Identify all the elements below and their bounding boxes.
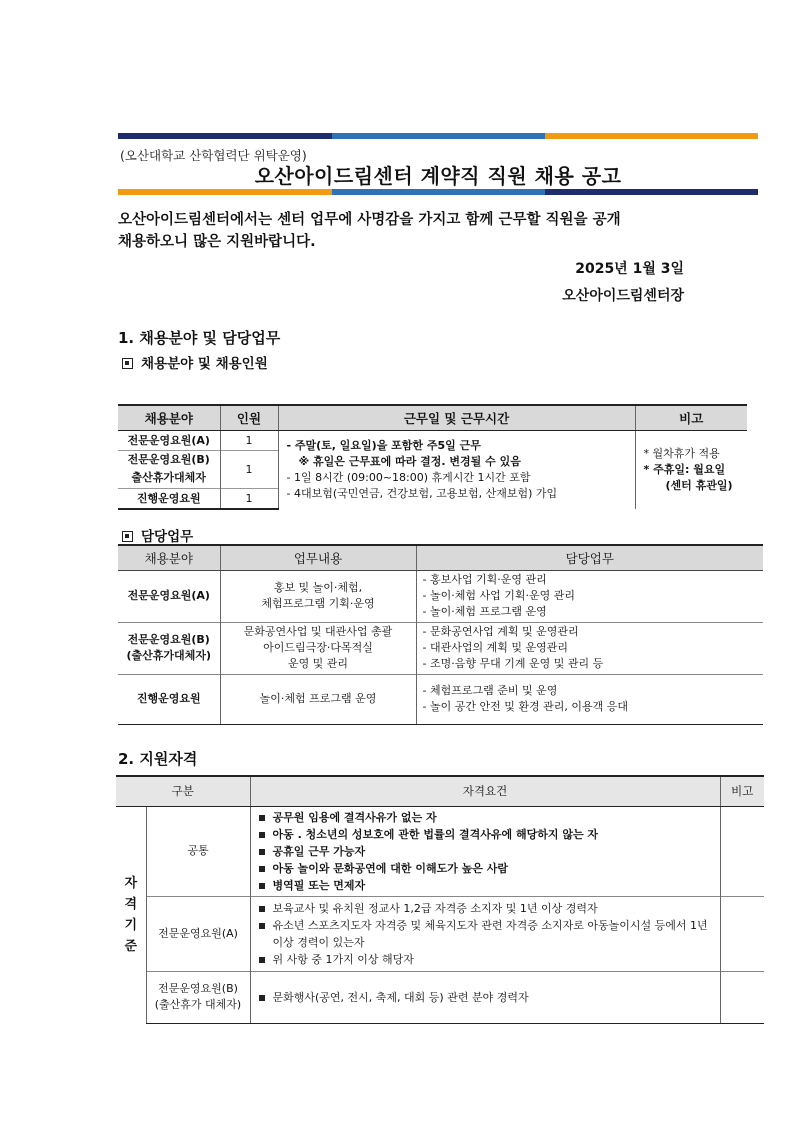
table-row: [116, 896, 764, 971]
bar-blue: [332, 189, 545, 195]
category-cell: 전문운영요원(A): [146, 896, 250, 971]
col-header: 인원: [220, 405, 278, 430]
field-cell: 전문운영요원(A): [118, 430, 220, 450]
list-item: 병역필 또는 면제자: [259, 877, 714, 894]
duties-cell: - 체험프로그램 준비 및 운영 - 놀이 공간 안전 및 환경 관리, 이용객 응대: [416, 674, 763, 724]
requirements-cell: [250, 971, 720, 1023]
col-header: 비고: [635, 405, 747, 430]
col-header: 담당업무: [416, 545, 763, 570]
category-cell: 공통: [146, 806, 250, 896]
note-cell: [720, 806, 764, 896]
table-row: [116, 971, 764, 1023]
top-color-bars: [118, 133, 758, 139]
page-subtitle: (오산대학교 산학협력단 위탁운영): [120, 148, 307, 163]
page-title: 오산아이드림센터 계약직 직원 채용 공고: [254, 164, 622, 188]
table-row: [116, 806, 764, 896]
col-header: 채용분야: [118, 545, 220, 570]
col-header: 채용분야: [118, 405, 220, 430]
field-cell: 전문운영요원(B) (출산휴가대체자): [118, 622, 220, 674]
field-cell: 전문운영요원(A): [118, 570, 220, 622]
announcement-date: 2025년 1월 3일: [575, 261, 684, 277]
hours-cell: [278, 430, 635, 509]
hours-line: - 1일 8시간 (09:00~18:00) 휴게시간 1시간 포함: [286, 470, 531, 484]
side-label: 자 격 기 준: [116, 806, 146, 1023]
col-header: 구분: [116, 776, 250, 806]
section-1-heading: 1. 채용분야 및 담당업무: [118, 329, 281, 347]
count-cell: 1: [220, 430, 278, 450]
note-cell: [635, 430, 747, 509]
section-2-heading: 2. 지원자격: [118, 750, 198, 768]
table-row: [118, 430, 747, 450]
list-item: 위 사항 중 1가지 이상 해당자: [259, 951, 714, 968]
requirements-cell: [250, 896, 720, 971]
note-cell: [720, 971, 764, 1023]
field-cell: 진행운영요원: [118, 674, 220, 724]
hours-line: - 4대보험(국민연금, 건강보험, 고용보험, 산재보험) 가입: [286, 486, 558, 500]
count-cell: 1: [220, 450, 278, 488]
qualifications-table: [116, 775, 764, 1024]
requirements-list: [251, 807, 720, 896]
intro-line-2: 채용하오니 많은 지원바랍니다.: [118, 234, 316, 250]
requirements-cell: [250, 806, 720, 896]
table-header-row: [116, 776, 764, 806]
table-row: [118, 622, 763, 674]
bar-orange: [118, 189, 332, 195]
col-header: 업무내용: [220, 545, 416, 570]
list-item: 아동 놀이와 문화공연에 대한 이해도가 높은 사람: [259, 860, 714, 877]
note-cell: [720, 896, 764, 971]
content-cell: 놀이·체험 프로그램 운영: [220, 674, 416, 724]
recruitment-table: [118, 404, 747, 510]
issuer: 오산아이드림센터장: [562, 288, 684, 304]
square-bullet-icon: [122, 358, 133, 369]
list-item: 공무원 임용에 결격사유가 없는 자: [259, 809, 714, 826]
duties-cell: - 홍보사업 기획·운영 관리 - 놀이·체험 사업 기획·운영 관리 - 놀이·체험 프로그램 운영: [416, 570, 763, 622]
intro-line-1: 오산아이드림센터에서는 센터 업무에 사명감을 가지고 함께 근무할 직원을 공개: [118, 212, 621, 228]
requirements-list: [251, 898, 720, 970]
list-item: 아동 . 청소년의 성보호에 관한 법률의 결격사유에 해당하지 않는 자: [259, 826, 714, 843]
list-item: 유소년 스포츠지도자 자격증 및 체육지도자 관련 자격증 소지자로 아동놀이시설 등에서 1년 이상 경력이 있는자: [259, 917, 714, 951]
note-line: * 월차휴가 적용: [643, 446, 720, 460]
content-cell: 홍보 및 놀이·체험, 체험프로그램 기획·운영: [220, 570, 416, 622]
square-bullet-icon: [122, 531, 133, 542]
col-header: 자격요건: [250, 776, 720, 806]
category-cell: 전문운영요원(B) (출산휴가 대체자): [146, 971, 250, 1023]
table-header-row: [118, 405, 747, 430]
field-cell: 전문운영요원(B) 출산휴가대체자: [118, 450, 220, 488]
content-cell: 문화공연사업 및 대관사업 총괄 아이드림극장·다목적실 운영 및 관리: [220, 622, 416, 674]
bottom-color-bars: [118, 189, 758, 195]
table-header-row: [118, 545, 763, 570]
count-cell: 1: [220, 488, 278, 509]
hours-line: - 주말(토, 일요일)을 포함한 주5일 근무: [286, 438, 481, 452]
bar-blue: [332, 133, 545, 139]
note-line: * 주휴일: 월요일: [643, 462, 726, 476]
bar-navy: [545, 189, 758, 195]
field-cell: 진행운영요원: [118, 488, 220, 509]
list-item: 보육교사 및 유치원 정교사 1,2급 자격증 소지자 및 1년 이상 경력자: [259, 900, 714, 917]
note-line: (센터 휴관일): [665, 478, 733, 492]
list-item: 공휴일 근무 가능자: [259, 843, 714, 860]
hours-line: ※ 휴일은 근무표에 따라 결정. 변경될 수 있음: [298, 454, 521, 468]
bar-navy: [118, 133, 332, 139]
subsection-duties: 담당업무: [122, 525, 193, 545]
col-header: 비고: [720, 776, 764, 806]
col-header: 근무일 및 근무시간: [278, 405, 635, 430]
requirements-list: [251, 987, 720, 1008]
subsection-recruitment: 채용분야 및 채용인원: [122, 352, 268, 372]
duties-cell: - 문화공연사업 계획 및 운영관리 - 대관사업의 계획 및 운영관리 - 조명·음향 무대 기계 운영 및 관리 등: [416, 622, 763, 674]
table-row: [118, 674, 763, 724]
table-row: [118, 570, 763, 622]
list-item: 문화행사(공연, 전시, 축제, 대회 등) 관련 분야 경력자: [259, 989, 714, 1006]
intro-text: [118, 209, 718, 253]
duties-table: [118, 544, 763, 725]
bar-orange: [545, 133, 758, 139]
